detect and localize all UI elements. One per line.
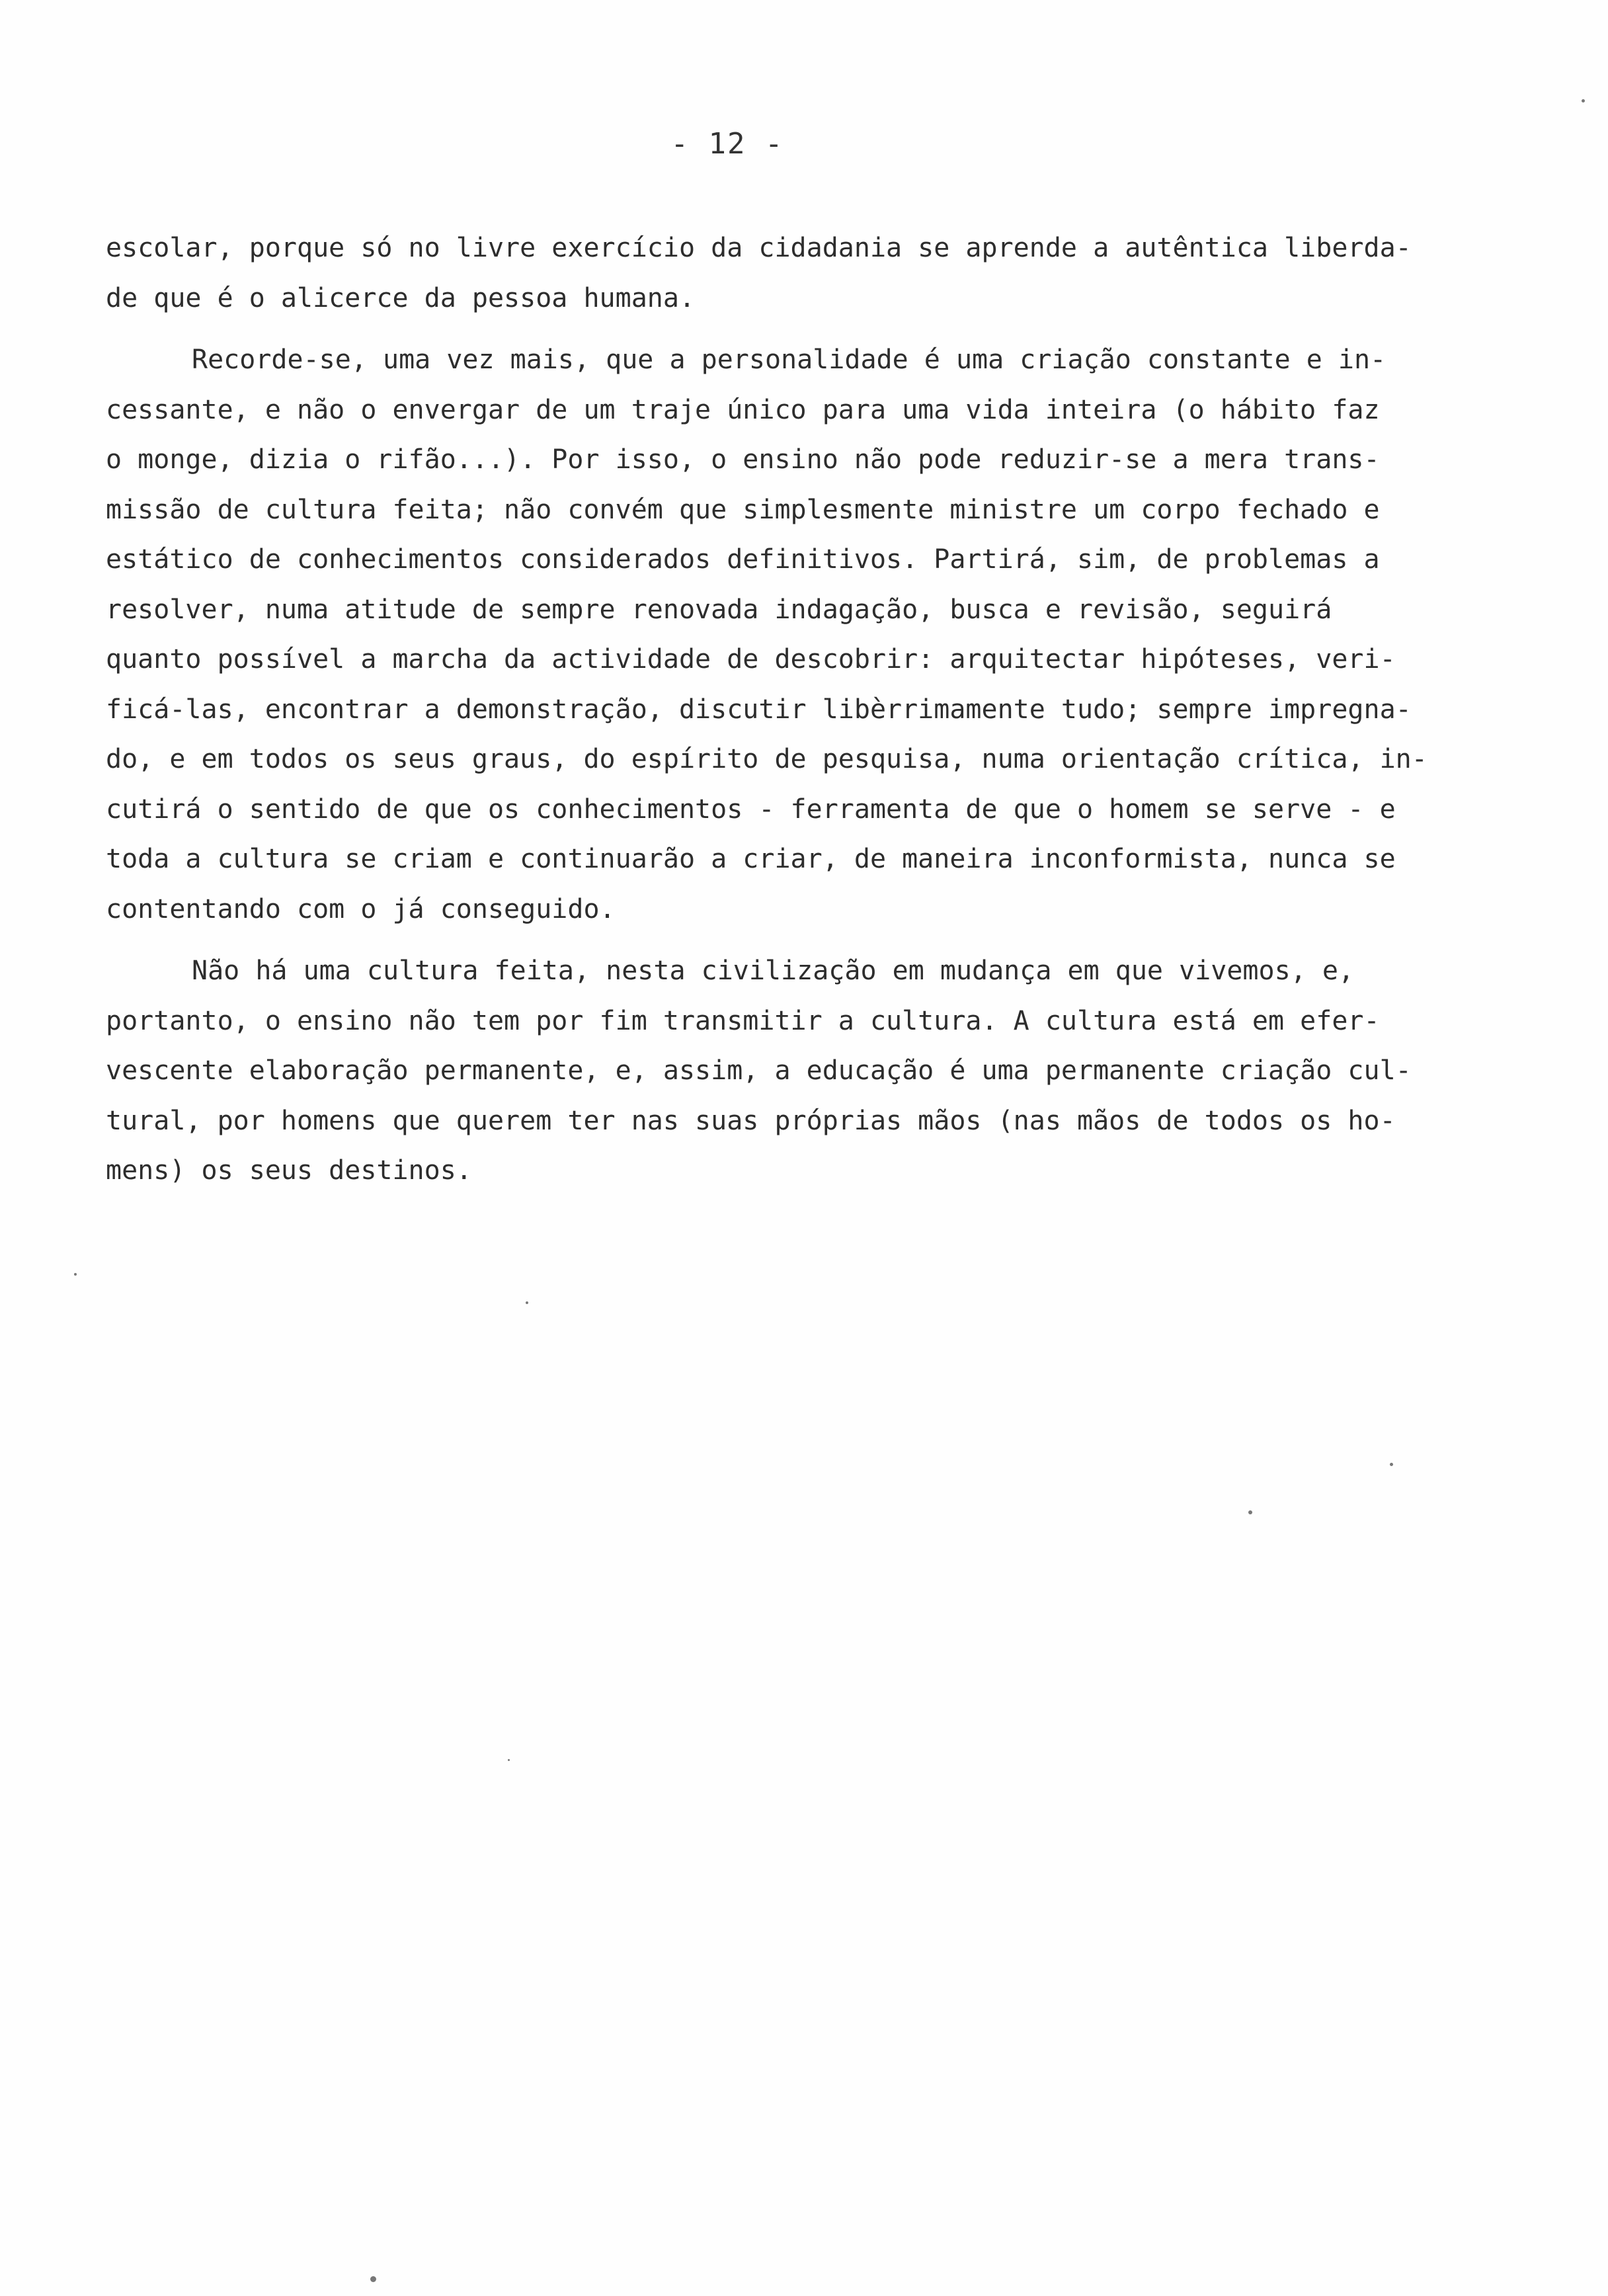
text-line: o monge, dizia o rifão...). Por isso, o ensino não pode reduzir-se a mera trans- — [106, 444, 1380, 475]
text-line: mens) os seus destinos. — [106, 1155, 472, 1186]
body-text — [106, 224, 1448, 1196]
text-line: cessante, e não o envergar de um traje único para uma vida inteira (o hábito faz — [106, 394, 1380, 425]
text-line: portanto, o ensino não tem por fim transmitir a cultura. A cultura está em efer- — [106, 1005, 1380, 1036]
text-line: Não há uma cultura feita, nesta civilização em mudança em que vivemos, e, — [192, 956, 1354, 986]
speck — [1390, 1463, 1393, 1466]
paragraph-2 — [106, 335, 1448, 934]
text-line: missão de cultura feita; não convém que simplesmente ministre um corpo fechado e — [106, 494, 1380, 525]
speck — [370, 2276, 376, 2282]
speck — [74, 1273, 77, 1276]
text-line: de que é o alicerce da pessoa humana. — [106, 282, 696, 313]
text-line: cutirá o sentido de que os conhecimentos - ferramenta de que o homem se serve - e — [106, 794, 1396, 825]
text-line: estático de conhecimentos considerados definitivos. Partirá, sim, de problemas a — [106, 544, 1380, 575]
paragraph-1 — [106, 224, 1448, 323]
text-line: toda a cultura se criam e continuarão a criar, de maneira inconformista, nunca se — [106, 844, 1396, 874]
page-number: - 12 - — [670, 127, 784, 161]
speck — [1248, 1510, 1252, 1514]
text-line: do, e em todos os seus graus, do espírito de pesquisa, numa orientação crítica, in- — [106, 744, 1427, 774]
speck — [526, 1301, 528, 1304]
text-line: ficá-las, encontrar a demonstração, discutir libèrrimamente tudo; sempre impregna- — [106, 694, 1412, 725]
text-line: escolar, porque só no livre exercício da cidadania se aprende a autêntica liberda- — [106, 233, 1412, 263]
text-line: contentando com o já conseguido. — [106, 893, 616, 924]
text-line: quanto possível a marcha da actividade de descobrir: arquitectar hipóteses, veri- — [106, 644, 1396, 675]
paragraph-3 — [106, 946, 1448, 1196]
speck — [1582, 99, 1585, 102]
speck — [508, 1759, 510, 1761]
text-line: tural, por homens que querem ter nas suas próprias mãos (nas mãos de todos os ho- — [106, 1105, 1396, 1136]
text-line: resolver, numa atitude de sempre renovada indagação, busca e revisão, seguirá — [106, 594, 1332, 625]
text-line: vescente elaboração permanente, e, assim, a educação é uma permanente criação cul- — [106, 1055, 1412, 1086]
text-line: Recorde-se, uma vez mais, que a personalidade é uma criação constante e in- — [192, 345, 1387, 375]
